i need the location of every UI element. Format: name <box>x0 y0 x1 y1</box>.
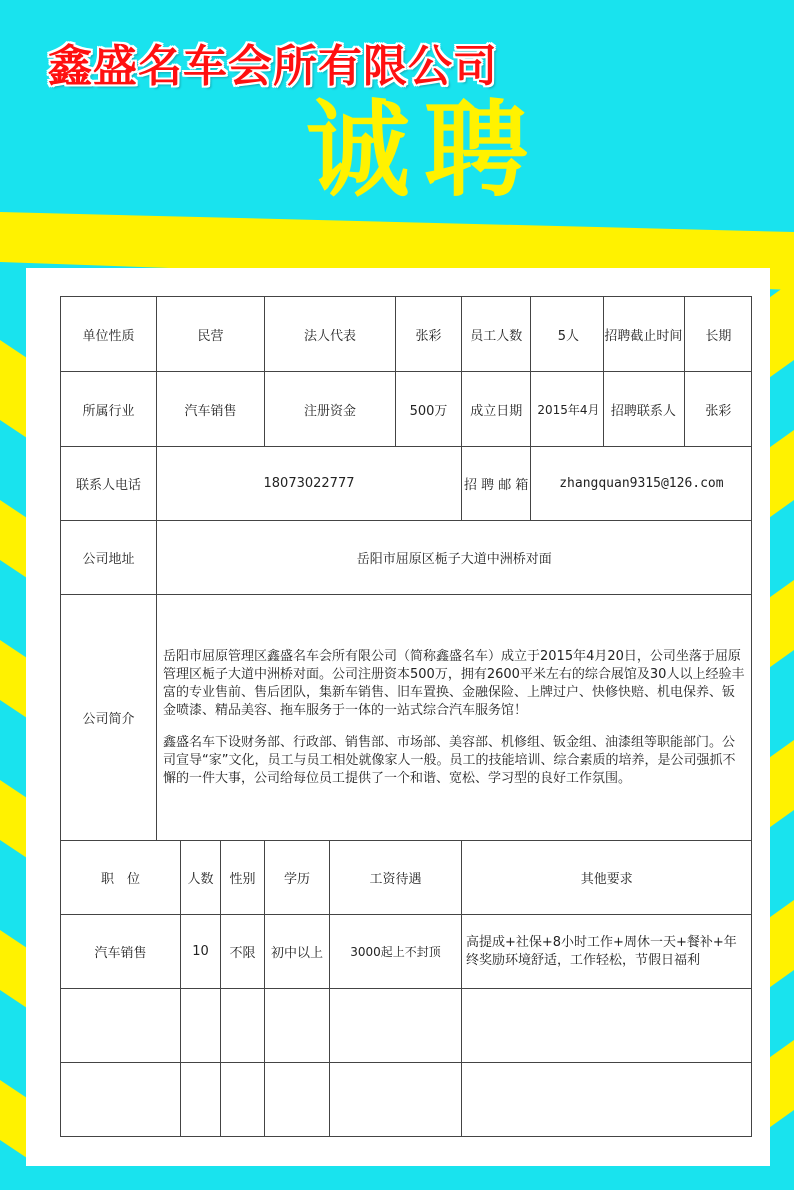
contact-label: 招聘联系人 <box>603 372 682 446</box>
address-value: 岳阳市屈原区栀子大道中洲桥对面 <box>157 521 752 595</box>
header-other: 其他要求 <box>462 841 752 915</box>
header-position: 职 位 <box>61 841 181 915</box>
job-position: 汽车销售 <box>61 915 181 989</box>
table-row <box>61 915 752 989</box>
intro-paragraph-1: 岳阳市屈原管理区鑫盛名车会所有限公司（简称鑫盛名车）成立于2015年4月20日，公司坐落于屈原管理区栀子大道中洲桥对面。公司注册资本500万，拥有2600平米左右的综合展馆及30人以上经验丰富的专业售前、售后团队，集新车销售、旧车置换、金融保险、上牌过户、快修快赔、机电保养、钣金喷漆、精品美容、拖车服务于一体的一站式综合汽车服务馆！ <box>163 648 745 718</box>
deadline-value: 长期 <box>685 297 752 372</box>
header-salary: 工资待遇 <box>330 841 462 915</box>
industry-value: 汽车销售 <box>157 372 265 447</box>
row-phone <box>61 447 752 521</box>
unit-type-label: 单位性质 <box>61 297 157 372</box>
legal-rep-value: 张彩 <box>396 297 462 372</box>
job-salary: 3000起上不封顶 <box>330 915 462 989</box>
row-industry <box>61 372 752 447</box>
legal-rep-label: 法人代表 <box>265 297 396 372</box>
job-gender: 不限 <box>221 915 265 989</box>
address-label: 公司地址 <box>61 521 157 595</box>
row-intro <box>61 595 752 841</box>
staff-count-label: 员工人数 <box>462 297 531 372</box>
header-gender: 性别 <box>221 841 265 915</box>
staff-count: 5人 <box>557 328 580 344</box>
intro-paragraph-2: 鑫盛名车下设财务部、行政部、销售部、市场部、美容部、机修组、钣金组、油漆组等职能部门。公司宣导“家”文化，员工与员工相处就像家人一般。员工的技能培训、综合素质的培养，是公司强抓不懈的一件大事，公司给每位员工提供了一个和谐、宽松、学习型的良好工作氛围。 <box>163 734 736 786</box>
header-count: 人数 <box>181 841 221 915</box>
email-label-text: 招 聘 邮 箱 <box>464 478 529 493</box>
recruitment-table <box>60 296 752 1137</box>
job-education: 初中以上 <box>265 915 330 989</box>
row-unit-type <box>61 297 752 372</box>
headline: 诚聘 <box>306 89 543 211</box>
company-name: 鑫盛名车会所有限公司 <box>48 41 498 92</box>
founded-value <box>531 372 685 447</box>
email-value: zhangquan9315@126.com <box>531 447 752 521</box>
unit-type-value: 民营 <box>157 297 265 372</box>
industry-label: 所属行业 <box>61 372 157 447</box>
table-row-empty <box>61 989 752 1063</box>
deadline-label: 招聘截止时间 <box>603 297 682 371</box>
founded-label: 成立日期 <box>462 372 531 447</box>
job-other: 高提成+社保+8小时工作+周休一天+餐补+年终奖励环境舒适，工作轻松，节假日福利 <box>462 915 752 989</box>
header-education: 学历 <box>265 841 330 915</box>
jobs-header-row <box>61 841 752 915</box>
capital-label: 注册资金 <box>265 372 396 447</box>
phone-label: 联系人电话 <box>61 447 157 521</box>
founded: 2015年4月 <box>537 402 600 417</box>
intro-text <box>157 595 752 841</box>
phone-value: 18073022777 <box>157 447 462 521</box>
email-label <box>462 447 531 521</box>
row-address <box>61 521 752 595</box>
intro-label: 公司简介 <box>61 595 157 841</box>
staff-count-value <box>531 297 685 372</box>
table-row-empty <box>61 1063 752 1137</box>
capital-value: 500万 <box>396 372 462 447</box>
job-count: 10 <box>181 915 221 989</box>
contact-value: 张彩 <box>685 372 752 447</box>
